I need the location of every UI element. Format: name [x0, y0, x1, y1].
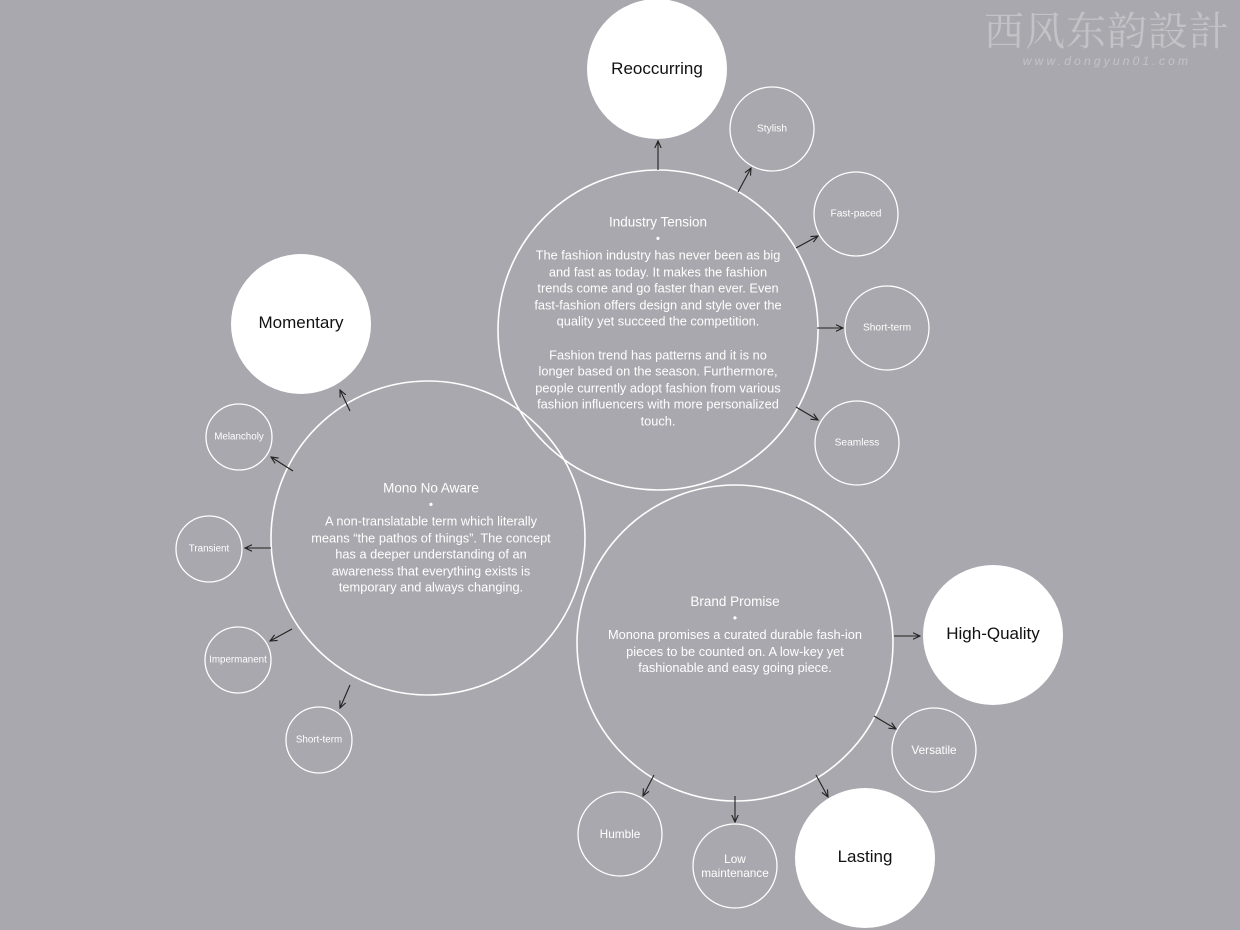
arrow-to-seamless: [796, 407, 818, 420]
momentary-label: Momentary: [258, 313, 344, 332]
arrow-to-lasting: [816, 775, 828, 797]
arrow-to-impermanent: [270, 629, 292, 641]
industry-tension-paragraph-1: The fashion industry has never been as big and fast as today. It makes the fashion trends come and go faster than ever. Even fast-fashion offers design and style over the quality yet succeed the competition.: [534, 247, 782, 330]
reoccurring-label: Reoccurring: [611, 59, 703, 78]
industry-tension-text: [533, 214, 783, 431]
versatile-label: Versatile: [911, 743, 957, 757]
arrow-to-versatile: [874, 716, 896, 729]
seamless-label: Seamless: [834, 437, 880, 449]
high-quality-label: High-Quality: [946, 624, 1040, 643]
industry-tension-paragraph-2: Fashion trend has patterns and it is no longer based on the season. Furthermore, people currently adopt fashion from various fashion influencers with more personalized touch.: [535, 347, 781, 429]
mono-no-aware-title: Mono No Aware: [383, 480, 479, 496]
fast-paced-label: Fast-paced: [830, 208, 882, 220]
watermark-logo-text: 西风东韵設計: [984, 9, 1230, 55]
industry-tension-title: Industry Tension: [608, 214, 708, 230]
short-term-left-label: Short-term: [295, 734, 343, 746]
short-term-top-label: Short-term: [862, 322, 912, 334]
brand-promise-title: Brand Promise: [690, 594, 780, 610]
arrow-to-fast-paced: [796, 236, 818, 248]
industry-tension-bullet: •: [655, 231, 661, 246]
stylish-label: Stylish: [756, 123, 788, 135]
mono-no-aware-text: [306, 480, 556, 597]
arrow-to-short-term-left: [340, 685, 350, 708]
impermanent-label: Impermanent: [209, 654, 267, 666]
arrow-to-stylish: [738, 168, 751, 192]
watermark-url: www.dongyun01.com: [1022, 54, 1192, 68]
watermark: [984, 10, 1230, 68]
brand-promise-text: [602, 593, 868, 677]
brand-promise-bullet: •: [732, 611, 738, 626]
transient-label: Transient: [188, 543, 230, 555]
melancholy-label: Melancholy: [214, 431, 264, 443]
humble-label: Humble: [599, 827, 641, 841]
lasting-label: Lasting: [837, 847, 893, 866]
brand-promise-body: Monona promises a curated durable fash-ion pieces to be counted on. A low-key yet fashionable and easy going piece.: [608, 627, 862, 676]
mono-no-aware-bullet: •: [428, 497, 434, 512]
mono-no-aware-body: A non-translatable term which literally means “the pathos of things”. The concept has a deeper understanding of an awareness that everything exists is temporary and always changing.: [311, 513, 551, 595]
low-maintenance-label: Low maintenance: [701, 852, 769, 880]
industry-tension-body: [533, 248, 783, 431]
arrow-to-humble: [643, 775, 654, 796]
